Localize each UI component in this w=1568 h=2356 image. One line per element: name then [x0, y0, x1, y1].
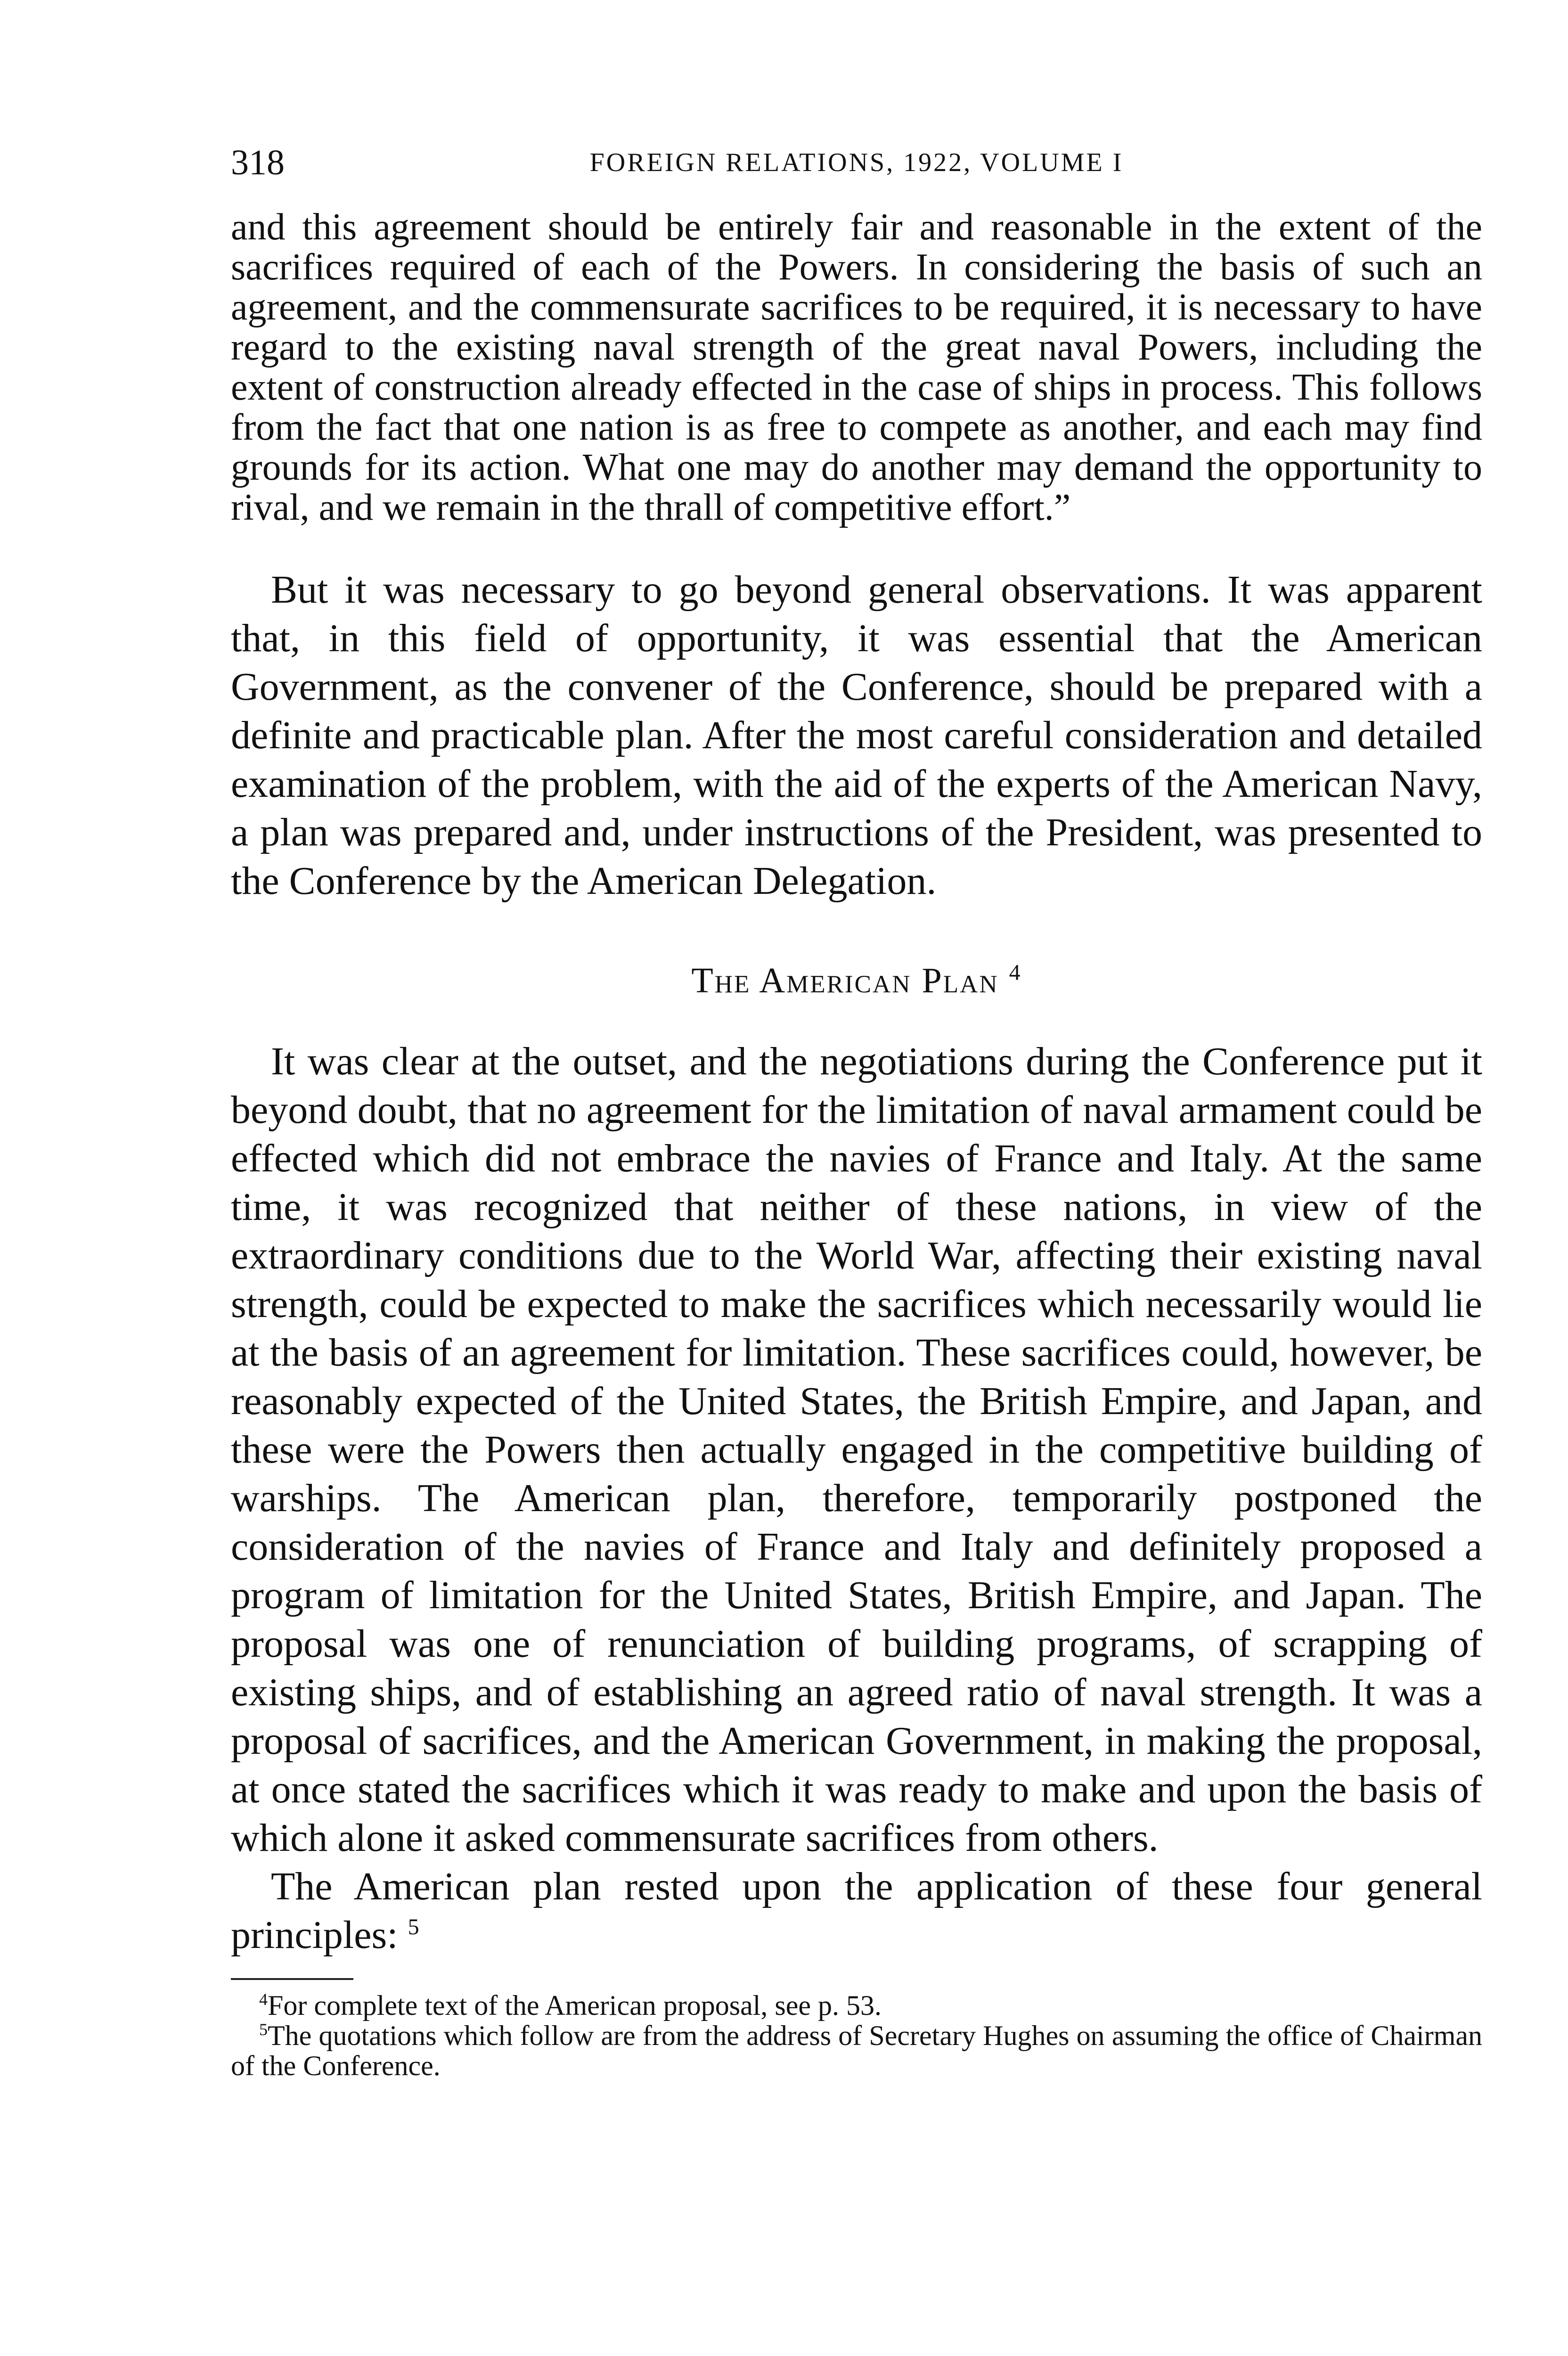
paragraph-four-principles-text: The American plan rested upon the application of these four general principles:: [231, 1865, 1482, 1957]
paragraph-american-plan: It was clear at the outset, and the negotiations during the Conference put it beyond doubt, that no agreement for the limitation of naval armament could be effected which did not embrace the navies of France and Italy. At the same time, it was recognized that neither of these nations, in view of the extraordinary conditions due to the World War, affecting their existing naval strength, could be expected to make the sacrifices which necessarily would lie at the basis of an agreement for limitation. These sacrifices could, however, be reasonably expected of the United States, the British Empire, and Japan, and these were the Powers then actually engaged in the competitive building of warships. The American plan, therefore, temporarily postponed the consideration of the navies of France and Italy and definitely proposed a program of limitation for the United States, British Empire, and Japan. The proposal was one of renunciation of building programs, of scrapping of existing ships, and of establishing an agreed ratio of naval strength. It was a proposal of sacrifices, and the American Government, in making the proposal, at once stated the sacrifices which it was ready to make and upon the basis of which alone it asked commensurate sacrifices from others.: [231, 1039, 1482, 1860]
footnote-4: [231, 1990, 1482, 2021]
running-head: [231, 137, 1482, 188]
paragraph-general-observations: But it was necessary to go beyond general observations. It was apparent that, in this field of opportunity, it was essential that the American Government, as the convener of the Conference, should be prepared with a definite and practicable plan. After the most careful consideration and detailed examination of the problem, with the aid of the experts of the American Navy, a plan was prepared and, under instructions of the President, was presented to the Conference by the American Delegation.: [231, 568, 1482, 903]
footnote-marker-5: 5: [259, 2020, 268, 2039]
paragraph-spacer: [231, 528, 1482, 565]
body-text: [231, 207, 1482, 2081]
paragraph-four-principles: [231, 1862, 1482, 1959]
footnote-marker-4: 4: [259, 1990, 268, 2009]
footnote-ref-5: 5: [408, 1914, 419, 1939]
page-number: 318: [231, 143, 285, 182]
footnote-4-text: For complete text of the American proposal, see p. 53.: [268, 1990, 882, 2021]
footnote-divider: [231, 1978, 353, 1980]
paragraph-continued-quote: and this agreement should be entirely fair and reasonable in the extent of the sacrifices required of each of the Powers. In considering the basis of such an agreement, and the commensurate sacrifices to be required, it is necessary to have regard to the existing naval strength of the great naval Powers, including the extent of construction already effected in the case of ships in process. This follows from the fact that one nation is as free to compete as another, and each may find grounds for its action. What one may do another may demand the opportunity to rival, and we remain in the thrall of competitive effort.”: [231, 206, 1482, 528]
footnote-5: [231, 2021, 1482, 2081]
footnote-ref-4: 4: [1009, 960, 1022, 985]
section-heading-text: The American Plan: [691, 961, 999, 1000]
running-title: FOREIGN RELATIONS, 1922, VOLUME I: [589, 148, 1124, 177]
section-heading: [231, 957, 1482, 1004]
footnote-5-text: The quotations which follow are from the address of Secretary Hughes on assuming the office of Chairman of the Conference.: [231, 2020, 1482, 2081]
